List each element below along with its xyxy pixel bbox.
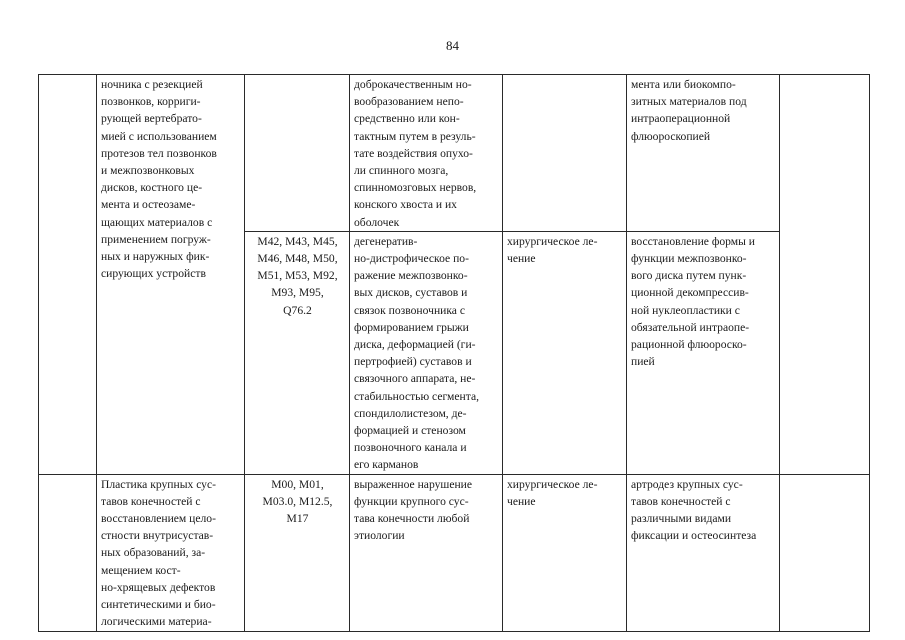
table-row: [39, 75, 870, 232]
treatment-type-cell: [503, 75, 627, 232]
patient-model-cell: дегенератив- но-дистрофическое по- ражение межпозвонко- вых дисков, суставов и связок позвоночника с формированием грыжи диска, деформацией (ги- пертрофией) суставов и связочного аппарата, не- стабильностью сегмента, спондилолистезом, де- формацией и стенозом позвоночного канала и его карманов: [350, 231, 503, 474]
treatment-type-cell: хирургическое ле- чение: [503, 474, 627, 631]
patient-model-cell: выраженное нарушение функции крупного сус- тава конечности любой этиологии: [350, 474, 503, 631]
medical-care-table: [38, 74, 870, 632]
page-number: 84: [446, 38, 459, 53]
procedure-cell: ночника с резекцией позвонков, корриги- рующей вертебрато- мией с использованием протезов тел позвонков и межпозвонковых дисков, костного це- мента и остеозаме- щающих материалов с применением погруж- ных и наружных фик- сирующих устройств: [97, 75, 245, 475]
treatment-type-cell: хирургическое ле- чение: [503, 231, 627, 474]
cost-cell: [780, 474, 870, 631]
treatment-method-cell: артродез крупных сус- тавов конечностей с различными видами фиксации и остеосинтеза: [627, 474, 780, 631]
index-cell: [39, 75, 97, 475]
table-row: [39, 474, 870, 631]
index-cell: [39, 474, 97, 631]
patient-model-cell: доброкачественным но- вообразованием непо- средственно или кон- тактным путем в резуль- тате воздействия опухо- ли спинного мозга, спинномозговых нервов, конского хвоста и их оболочек: [350, 75, 503, 232]
icd-codes-cell: M42, M43, M45, M46, M48, M50, M51, M53, M92, M93, M95, Q76.2: [245, 231, 350, 474]
procedure-cell: Пластика крупных сус- тавов конечностей с восстановлением цело- стности внутрисустав- ных образований, за- мещением кост- но-хрящевых дефектов синтетическими и био- логическими материа-: [97, 474, 245, 631]
treatment-method-cell: восстановление формы и функции межпозвонко- вого диска путем пунк- ционной декомпрессив- ной нуклеопластики с обязательной интраопе- рационной флюороско- пией: [627, 231, 780, 474]
cost-cell: [780, 75, 870, 475]
icd-codes-cell: M00, M01, M03.0, M12.5, M17: [245, 474, 350, 631]
icd-codes-cell: [245, 75, 350, 232]
treatment-method-cell: мента или биокомпо- зитных материалов под интраоперационной флюороскопией: [627, 75, 780, 232]
